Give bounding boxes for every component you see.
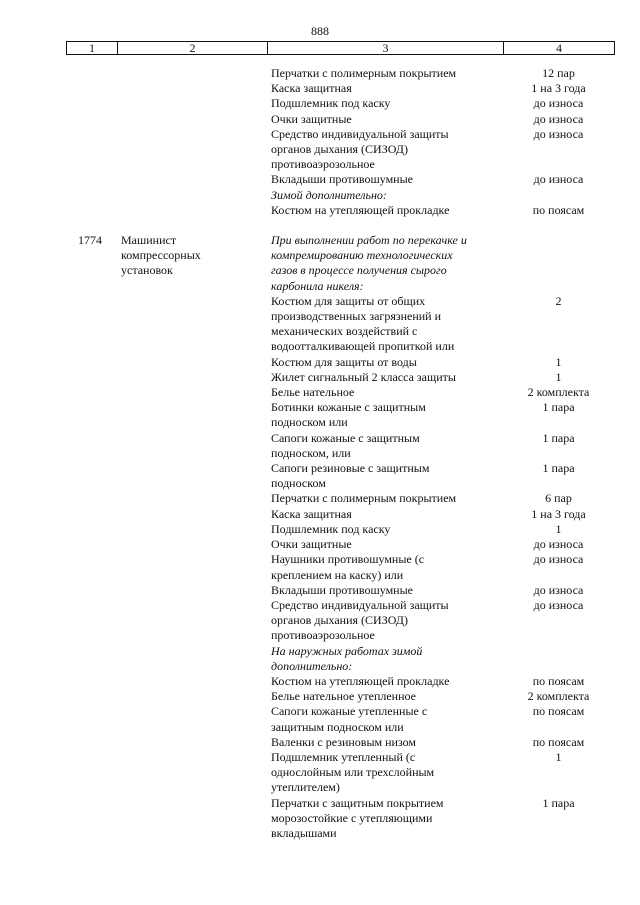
table-row — [0, 431, 640, 461]
table-row — [0, 507, 640, 522]
profession-cell — [121, 461, 271, 491]
item-cell — [271, 96, 517, 111]
item-line: креплением на каску) или — [271, 567, 404, 582]
entry-number — [0, 203, 121, 218]
item-line: Сапоги кожаные утепленные с — [271, 704, 428, 719]
item-cell — [271, 294, 517, 355]
item-cell — [271, 400, 517, 430]
item-line: Очки защитные — [271, 537, 352, 552]
entry-number — [0, 735, 121, 750]
profession-cell — [121, 400, 271, 430]
item-line: дополнительно: — [271, 658, 353, 673]
profession-cell — [121, 233, 271, 294]
norm-cell: 2 — [555, 293, 562, 308]
norm-cell — [517, 644, 600, 674]
profession-cell — [121, 294, 271, 355]
entry-number — [0, 491, 121, 506]
norm-cell: 1 пара — [542, 400, 575, 415]
item-line: подноском, или — [271, 445, 351, 460]
norm-cell: по поясам — [532, 704, 585, 719]
item-cell — [271, 537, 517, 552]
item-line: Подшлемник утепленный (с — [271, 749, 416, 764]
profession-cell — [121, 507, 271, 522]
item-cell — [271, 233, 517, 294]
entry-number — [0, 461, 121, 491]
item-cell — [271, 796, 517, 842]
table-row — [0, 172, 640, 187]
item-cell — [271, 385, 517, 400]
header-col-4: 4 — [556, 41, 562, 55]
item-line: Сапоги кожаные с защитным — [271, 430, 420, 445]
item-line: вкладышами — [271, 825, 337, 840]
norm-cell: 2 комплекта — [527, 689, 590, 704]
item-cell — [271, 355, 517, 370]
norm-cell: 12 пар — [542, 66, 575, 80]
item-line: защитным подноском или — [271, 719, 404, 734]
norm-cell: 1 — [555, 369, 562, 384]
item-cell — [271, 188, 517, 203]
table-row — [0, 461, 640, 491]
table-row — [0, 112, 640, 127]
profession-cell — [121, 96, 271, 111]
entry-number — [0, 66, 121, 81]
entry-number — [0, 127, 121, 173]
item-line: При выполнении работ по перекачке и — [271, 233, 467, 248]
profession-cell — [121, 188, 271, 203]
item-line: Костюм для защиты от воды — [271, 354, 417, 369]
profession-cell — [121, 370, 271, 385]
profession-line: установок — [121, 263, 173, 278]
item-cell — [271, 491, 517, 506]
profession-cell — [121, 112, 271, 127]
table-row — [0, 385, 640, 400]
entry-number — [0, 796, 121, 842]
profession-cell — [121, 203, 271, 218]
item-line: Зимой дополнительно: — [271, 187, 387, 202]
norm-cell — [517, 188, 600, 203]
profession-cell — [121, 66, 271, 81]
norm-cell: до износа — [533, 172, 584, 187]
item-line: Вкладыши противошумные — [271, 582, 413, 597]
norm-cell: по поясам — [532, 202, 585, 217]
profession-cell — [121, 735, 271, 750]
item-cell — [271, 598, 517, 644]
entry-number — [0, 750, 121, 796]
item-line: На наружных работах зимой — [271, 643, 423, 658]
norm-cell: до износа — [533, 111, 584, 126]
profession-cell — [121, 750, 271, 796]
table-row — [0, 583, 640, 598]
norm-cell: 2 комплекта — [527, 385, 590, 400]
item-line: Перчатки с полимерным покрытием — [271, 66, 457, 80]
item-line: Ботинки кожаные с защитным — [271, 400, 426, 415]
entry-number — [0, 96, 121, 111]
norm-cell: 1 на 3 года — [531, 81, 586, 96]
table-row — [0, 400, 640, 430]
norm-cell: 1 — [555, 521, 562, 536]
item-cell — [271, 203, 517, 218]
entry-number — [0, 400, 121, 430]
entry-number — [0, 294, 121, 355]
table-row — [0, 598, 640, 644]
item-line: противоаэрозольное — [271, 628, 375, 643]
item-line: механических воздействий с — [271, 324, 418, 339]
item-line: Каска защитная — [271, 81, 352, 96]
norm-cell: 1 пара — [542, 795, 575, 810]
entry-number — [0, 355, 121, 370]
item-line: морозостойкие с утепляющими — [271, 810, 433, 825]
item-line: Перчатки с защитным покрытием — [271, 795, 444, 810]
table-row — [0, 355, 640, 370]
table-row — [0, 796, 640, 842]
item-line: Костюм на утепляющей прокладке — [271, 673, 450, 688]
item-cell — [271, 172, 517, 187]
item-cell — [271, 522, 517, 537]
norm-cell: по поясам — [532, 673, 585, 688]
table-row — [0, 203, 640, 218]
item-cell — [271, 81, 517, 96]
profession-cell — [121, 704, 271, 734]
entry-number: 1774 — [78, 233, 102, 248]
entry-number — [0, 172, 121, 187]
item-cell — [271, 112, 517, 127]
item-cell — [271, 66, 517, 81]
item-cell — [271, 461, 517, 491]
item-line: Средство индивидуальной защиты — [271, 126, 449, 141]
item-line: противоаэрозольное — [271, 157, 375, 172]
header-col-3: 3 — [268, 42, 504, 54]
profession-cell — [121, 583, 271, 598]
item-line: Жилет сигнальный 2 класса защиты — [271, 369, 456, 384]
entry-number — [0, 583, 121, 598]
item-line: производственных загрязнений и — [271, 309, 442, 324]
item-line: Белье нательное — [271, 385, 355, 400]
item-line: Подшлемник под каску — [271, 521, 391, 536]
section-gap — [0, 218, 640, 233]
item-cell — [271, 704, 517, 734]
norm-cell: до износа — [533, 126, 584, 141]
item-line: утеплителем) — [271, 780, 340, 795]
item-line: Сапоги резиновые с защитным — [271, 461, 430, 476]
table-body — [0, 66, 640, 841]
entry-number — [0, 81, 121, 96]
table-row — [0, 294, 640, 355]
header-col-2: 2 — [118, 42, 268, 54]
table-row — [0, 552, 640, 582]
entry-number — [0, 598, 121, 644]
item-line: Костюм для защиты от общих — [271, 293, 426, 308]
entry-number — [0, 537, 121, 552]
table-row — [0, 233, 640, 294]
profession-cell — [121, 172, 271, 187]
profession-cell — [121, 127, 271, 173]
item-cell — [271, 674, 517, 689]
entry-number — [0, 188, 121, 203]
item-cell — [271, 750, 517, 796]
entry-number — [0, 674, 121, 689]
item-line: карбонила никеля: — [271, 278, 364, 293]
norm-cell: 6 пар — [545, 491, 572, 506]
table-row — [0, 522, 640, 537]
table-row — [0, 674, 640, 689]
item-line: Валенки с резиновым низом — [271, 734, 417, 749]
table-row — [0, 735, 640, 750]
item-line: Перчатки с полимерным покрытием — [271, 491, 457, 506]
entry-number — [0, 507, 121, 522]
item-cell — [271, 127, 517, 173]
item-line: Белье нательное утепленное — [271, 689, 416, 704]
profession-cell — [121, 385, 271, 400]
item-cell — [271, 370, 517, 385]
item-cell — [271, 583, 517, 598]
item-line: подноском — [271, 476, 326, 491]
item-line: Костюм на утепляющей прокладке — [271, 202, 450, 217]
table-row — [0, 750, 640, 796]
norm-cell — [517, 233, 600, 294]
entry-number — [0, 370, 121, 385]
item-cell — [271, 644, 517, 674]
item-cell — [271, 735, 517, 750]
entry-number — [0, 385, 121, 400]
item-cell — [271, 689, 517, 704]
norm-cell: до износа — [533, 552, 584, 567]
entry-number — [0, 704, 121, 734]
table-row — [0, 96, 640, 111]
item-line: Каска защитная — [271, 506, 352, 521]
table-row — [0, 81, 640, 96]
norm-cell: до износа — [533, 537, 584, 552]
norm-cell: до износа — [533, 597, 584, 612]
profession-line: компрессорных — [121, 248, 201, 263]
page-number: 888 — [311, 24, 329, 38]
item-line: органов дыхания (СИЗОД) — [271, 142, 408, 157]
item-line: водоотталкивающей пропиткой или — [271, 339, 455, 354]
profession-cell — [121, 522, 271, 537]
table-row — [0, 704, 640, 734]
item-line: подноском или — [271, 415, 348, 430]
item-line: органов дыхания (СИЗОД) — [271, 613, 408, 628]
item-line: Наушники противошумные (с — [271, 552, 425, 567]
entry-number — [0, 552, 121, 582]
profession-cell — [121, 537, 271, 552]
norm-cell: 1 на 3 года — [531, 506, 586, 521]
profession-cell — [121, 689, 271, 704]
entry-number — [0, 431, 121, 461]
item-line: Средство индивидуальной защиты — [271, 597, 449, 612]
item-cell — [271, 431, 517, 461]
profession-cell — [121, 491, 271, 506]
norm-cell: до износа — [533, 96, 584, 111]
profession-cell — [121, 81, 271, 96]
norm-cell: до износа — [533, 582, 584, 597]
table-row — [0, 188, 640, 203]
norm-cell: 1 — [555, 354, 562, 369]
header-col-1: 1 — [67, 42, 118, 54]
norm-cell: по поясам — [532, 734, 585, 749]
entry-number — [0, 644, 121, 674]
norm-cell: 1 — [555, 749, 562, 764]
table-header — [66, 41, 615, 55]
item-cell — [271, 552, 517, 582]
entry-number — [0, 112, 121, 127]
item-line: Подшлемник под каску — [271, 96, 391, 111]
profession-cell — [121, 598, 271, 644]
profession-cell — [121, 552, 271, 582]
norm-cell: 1 пара — [542, 430, 575, 445]
profession-cell — [121, 431, 271, 461]
profession-line: Машинист — [121, 233, 177, 248]
profession-cell — [121, 796, 271, 842]
table-row — [0, 127, 640, 173]
table-row — [0, 689, 640, 704]
table-row — [0, 491, 640, 506]
item-line: газов в процессе получения сырого — [271, 263, 447, 278]
table-row — [0, 370, 640, 385]
profession-cell — [121, 355, 271, 370]
item-line: компремированию технологических — [271, 248, 453, 263]
item-line: однослойным или трехслойным — [271, 765, 435, 780]
table-row — [0, 537, 640, 552]
item-line: Очки защитные — [271, 111, 352, 126]
item-line: Вкладыши противошумные — [271, 172, 413, 187]
entry-number — [0, 689, 121, 704]
table-row — [0, 66, 640, 81]
table-row — [0, 644, 640, 674]
norm-cell: 1 пара — [542, 461, 575, 476]
item-cell — [271, 507, 517, 522]
profession-cell — [121, 674, 271, 689]
entry-number — [0, 522, 121, 537]
profession-cell — [121, 644, 271, 674]
